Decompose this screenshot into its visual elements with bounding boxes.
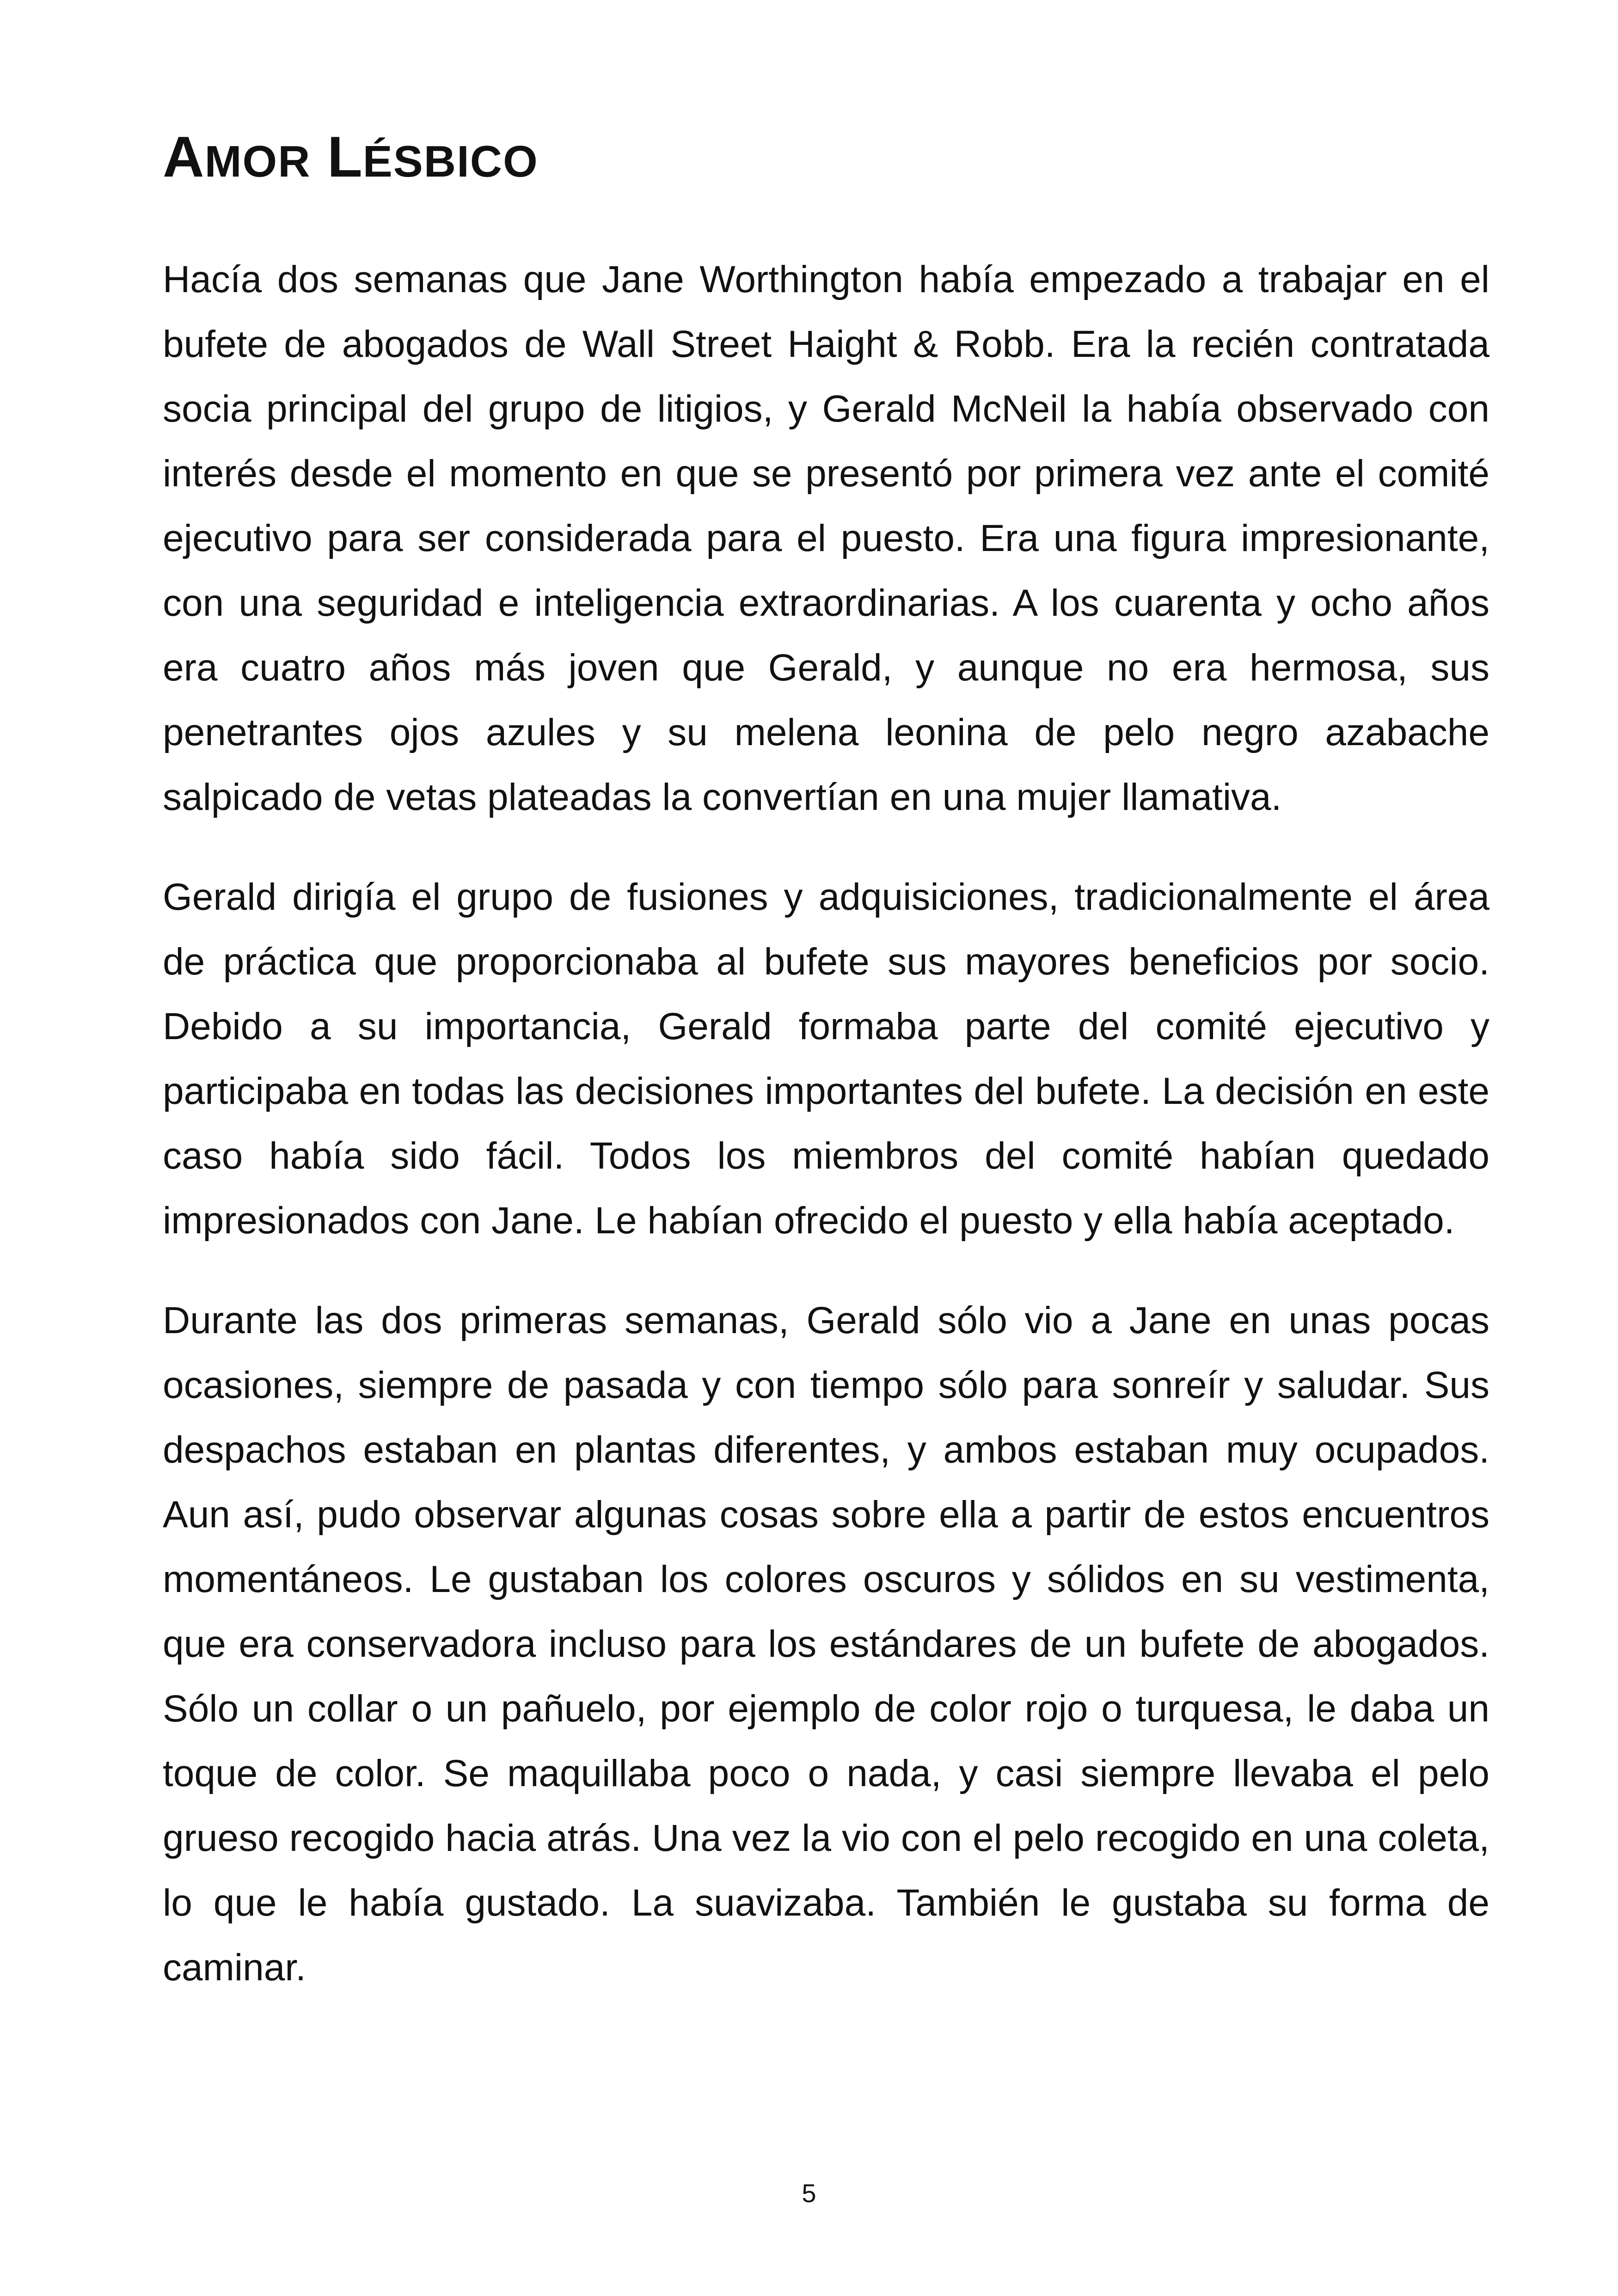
paragraph-3: Durante las dos primeras semanas, Gerald sólo vio a Jane en unas pocas ocasiones, siempre de pasada y con tiempo sólo para sonreír y saludar. Sus despachos estaban en plantas diferentes, y ambos estaban muy ocupados. Aun así, pudo observar algunas cosas sobre ella a partir de estos encuentros momentáneos. Le gustaban los colores oscuros y sólidos en su vestimenta, que era conservadora incluso para los estándares de un bufete de abogados. Sólo un collar o un pañuelo, por ejemplo de color rojo o turquesa, le daba un toque de color. Se maquillaba poco o nada, y casi siempre llevaba el pelo grueso recogido hacia atrás. Una vez la vio con el pelo recogido en una coleta, lo que le había gustado. La suavizaba. También le gustaba su forma de caminar. (163, 1299, 1489, 1989)
paragraph-1: Hacía dos semanas que Jane Worthington había empezado a trabajar en el bufete de abogados de Wall Street Haight & Robb. Era la recién contratada socia principal del grupo de litigios, y Gerald McNeil la había observado con interés desde el momento en que se presentó por primera vez ante el comité ejecutivo para ser considerada para el puesto. Era una figura impresionante, con una seguridad e inteligencia extraordinarias. A los cuarenta y ocho años era cuatro años más joven que Gerald, y aunque no era hermosa, sus penetrantes ojos azules y su melena leonina de pelo negro azabache salpicado de vetas plateadas la convertían en una mujer llamativa. (163, 258, 1489, 818)
paragraph-2: Gerald dirigía el grupo de fusiones y adquisiciones, tradicionalmente el área de práctica que proporcionaba al bufete sus mayores beneficios por socio. Debido a su importancia, Gerald formaba parte del comité ejecutivo y participaba en todas las decisiones importantes del bufete. La decisión en este caso había sido fácil. Todos los miembros del comité habían quedado impresionados con Jane. Le habían ofrecido el puesto y ella había aceptado. (163, 876, 1489, 1242)
body-text (163, 247, 1489, 2000)
title-initial-1: A (163, 125, 205, 189)
chapter-title (163, 116, 539, 203)
title-rest-1: MOR (204, 137, 311, 186)
title-rest-2: ÉSBICO (362, 137, 539, 186)
title-initial-2: L (327, 125, 363, 189)
page-number: 5 (802, 2179, 816, 2208)
